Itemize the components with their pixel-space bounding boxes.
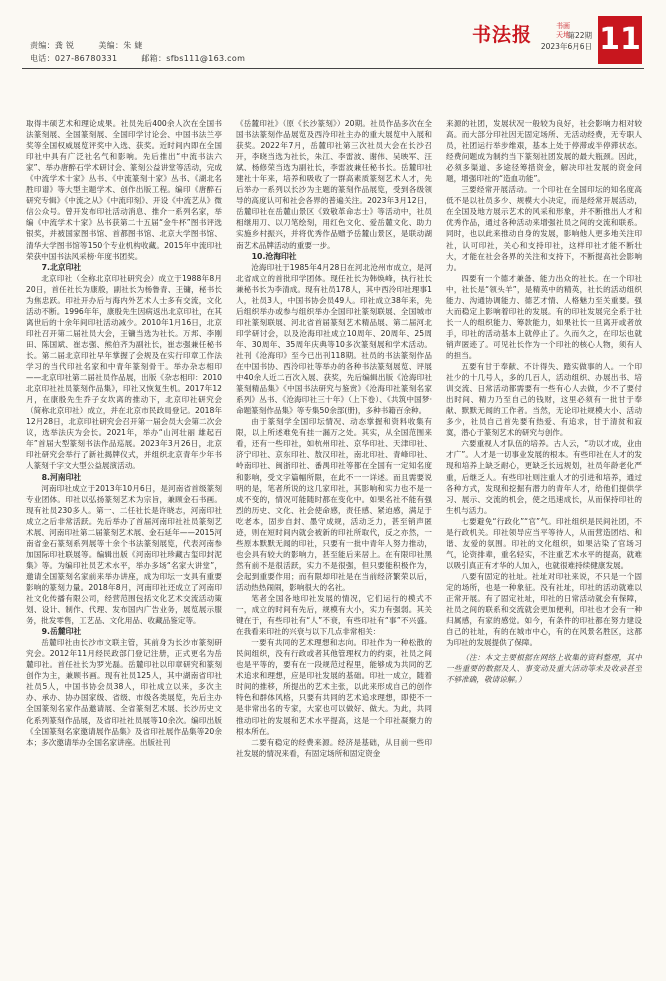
article-body [26, 118, 642, 960]
paragraph: 沧海印社于1985年4月28日在河北沧州市成立，是河北省成立的首批印学团体。现任社长为韩焕峰，执行社长兼秘书长为李清成。现有社员178人，其中西泠印社理事1人，社员3人，中国书协会员49人。印社成立38年来，先后组织举办或参与组织举办全国印社篆刻联展、全国城市印社篆刻联展、河北省首届篆刻艺术精品展、第二届河北印学研讨会，以及沧海印社成立10周年、20周年、25周年、30周年、35周年庆典等10多次篆刻展和学术活动。社刊《沧海印》至今已出刊118期。社员的书法篆刻作品在中国书协、西泠印社等举办的各种书法篆刻展览、评展中40余人近二百次入展、获奖，先后编辑出版《沧海印社篆刻精品集》《中国书法研究与鉴赏》《沧海印社篆刻名家系列》丛书、《沧海印社三十年》（上下卷）、《共筑中国梦·命题篆刻作品集》等专集50余部(册)，多种书籍百余种。 [236, 262, 432, 416]
paragraph: 由于篆刻学全国印坛情况、动态掌握和资料收集有限，以上所述难免有挂一漏万之处。其实，从全国范围来看，还有一些印社，如杭州印社、京华印社、天津印社、济宁印社、京东印社、敖汉印社，南北印社、青峰印社、岭南印社、闽浙印社、番禺印社等都在全国有一定知名度和影响，受文字篇幅所限，在此不一一详述。而且需要说明的是，笔者所说的这几家印社，其影响和实力也不是一成不变的，情况可能随时都在变化中。如果名社不能有强烈的历史、文化、社会使命感，责任感、紧迫感，满足于吃老本，固步自封、墨守成规，活动乏力，甚至销声匿迹，则在短时间内就会被新的印社所取代，反之亦然，一些原本默默无闻的印社，只要有一批中青年人努力推动，也会具有较大的影响力，甚至能后来居上。在有限印社黑然有前不是很活跃，实力不是很强，但只要能积极作为，会起到重要作用；而有限却印社是在当前经济繁荣以后，活动热热闹闹，影响很大的名社。 [236, 417, 432, 592]
paragraph: 来源的社团，发展状况一般较为良好，社会影响力相对较高。而大部分印社因无固定场所、无活动经费，无专职人员，社团运行举步维艰，基本上处于停滞或半停滞状态。经费问题成为制约当下篆刻社团发展的最大瓶颈。因此，必须多渠道、多途径筹措资金，解决印社发展的资金问题，增强印社的“造血功能”。 [446, 119, 642, 184]
header-divider [22, 68, 644, 69]
page-number: 11 [598, 16, 642, 64]
paragraph: 四要有一个德才兼备、能力出众的社长。在一个印社中，社长是“领头羊”，是精英中的精英，社长的活动组织能力、沟通协调能力、德艺才情、人格魅力至关重要。强大而稳定上影响着印社的发展。有的印社发展完全系于社长一人的组织能力、筹款能力，如果社长一旦离开或者放手，印社的活动基本上就停止了。久而久之，在印坛也就销声匿迹了。可见社长作为一个印社的核心人物，须有人的担当。 [446, 273, 642, 360]
paragraph: 二要有稳定的经费来源。经济是基础，从目前一些印社发展的情况来看，有固定场所和固定资金 [236, 737, 432, 758]
editor-name: 责编：龚 锐 [30, 41, 75, 50]
paragraph: 三要经常开展活动。一个印社在全国印坛的知名度高低不是以社员多少、规模大小决定，而是经常开展活动，在全国及地方展示艺术的风采和形象，并不断推出人才和优秀作品，通过各种活动来增强社员之间的交流和联系。同时，也以此来推动自身的发展，影响他人更多地关注印社，认可印社，关心和支持印社，这样印社才能不断壮大，才能在社会各界的关注和支持下，不断提高社会影响力。 [446, 185, 642, 272]
section-heading: 7.北京印社 [41, 262, 82, 272]
issue-number: 第22期 [567, 31, 592, 40]
paragraph: 《岳麓印社》（原《长沙篆刻》）20期。社员作品多次在全国书法篆刻作品展览及西泠印社主办的重大展览中入展和获奖。2022年7月，岳麓印社第三次社员大会在长沙召开，李晓当选为社长，朱江、李雷波、谢伟、吴映军、汪斌、杨修荣当选为副社长，李雷波兼任秘书长。岳麓印社建社十年来，培养和吸收了一群高素质篆刻艺术人才，先后举办一系列以长沙为主题的篆刻作品展览，受到各级领导的高度认可和社会各界的普遍关注。2023年3月12日，岳麓印社在岳麓山景区《致敬革命志士》等活动中，社员相继用刀、以刀笔绘刻，用红色文化、爱岳麓文化、助力实施乡村振兴，并将优秀作品赠予岳麓山景区，是联动湖南艺术品牌活动的重要一步。 [236, 119, 432, 250]
paragraph: 七要避免“行政化”“官”气。印社组织是民间社团，不是行政机关。印社领导应当平等待人，从而营造团结、和谐、友爱的氛围。印社的文化组织，如果沾染了官场习气，论资排辈，重名轻实，不注重艺术水平的提高，就难以吸引真正有才华的人加入，也就很难持续健康发展。 [446, 516, 642, 570]
phone: 电话：027-86780331 [30, 54, 118, 63]
column-2 [236, 118, 432, 960]
paragraph: 六要重视人才队伍的培养。古人云，“功以才成，业由才广”。人才是一切事业发展的根本。有些印社在人才的发现和培养上缺乏耐心，更缺乏长远规划，社员年龄老化严重，后继乏人。有些印社则注重人才的引进和培养，通过各种方式，发现和挖掘有潜力的青年人才，给他们提供学习、展示、交流的机会，使之迅速成长，从而保持印社的生机与活力。 [446, 439, 642, 515]
paragraph: 笔者全国各地印社发展的情况，它们运行的模式不一，成立的时间有先后，规模有大小，实力有强弱。其关键在于，有些印社有“人”不衰，有些印社有“事”不兴盛。在我看来印社的兴衰与以下几点非常相关： [236, 594, 432, 637]
issue-date: 2023年6月6日 [540, 42, 592, 51]
paragraph: 取得丰硕艺术和理论成果。社员先后400余人次在全国书法篆刻展、全国篆刻展、全国印学讨论会、中国书法兰亭奖等全国权威展览评奖中入选、获奖。近时间内即在全国印社中具有广泛社名气和影响。先后推出“中流书法六家”、举办唐醉石学术研讨会、篆刻公益讲堂等活动，完成《中流学术十家》丛书、《中流篆刻十家》丛书、《湖北名胜印谱》等大型主题学术、创作出版工程。编印《唐醉石研究专辑》《中流之从》《中流印刻》、开设《中流艺从》微信公众号。曾开发布印社活动消息、推介一系列名家，举编《中流学术十家》丛书获第二十五届“金牛杯”图书评选银奖，并被国家图书馆、首都图书馆、北京大学图书馆、清华大学图书馆等150个专业机构收藏。2015年中流印社荣获中国书法风采榜·年度书团奖。 [26, 119, 222, 261]
section-heading: 9.岳麓印社 [41, 627, 82, 637]
designer-name: 美编：朱 婕 [98, 41, 143, 50]
logo-subtitle: 书画天地 [556, 22, 570, 39]
paragraph: 河南印社成立于2013年10月6日，是河南省首级篆刻专业团体。印社以弘扬篆刻艺术为宗旨，兼顾金石书画。现有社员230多人。第一、二任社长是许晓志，河南印社成立之后非常活跃。先后举办了首届河南印社社员篆刻艺术展、河南印社第二届篆刻艺术展、金石延年——2015河南省金石篆刻系列展等十余个书法篆刻展览，代表河南参加国际印社联展等。编辑出版《河南印社珍藏古玺印封泥集》等。为编印社员艺术水平，举办多场“名家大讲堂”，邀请全国篆刻名家前来举办讲座，成为印坛一支具有重要影响的篆刻力量。2018年8月，河南印社还成立了河南印社文化传播有限公司，经营范围包括文化艺术交流活动策划、设计、制作、代理、发布国内广告业务，展览展示服务，批发零售，工艺品、文化用品、收藏品鉴定等。 [26, 483, 222, 626]
editor-credits [30, 40, 143, 51]
section-heading: 10.沧海印社 [251, 251, 297, 261]
issue-info [540, 30, 592, 52]
email: 邮箱：sfbs111@163.com [141, 54, 246, 63]
paragraph: 岳麓印社由长沙市文联主管，其前身为长沙市篆刻研究会。2012年11月经民政部门登记注册，正式更名为岳麓印社。首任社长为罗光磊。岳麓印社以印章研究和篆刻创作为主，兼顾书画。现有社员125人，其中湖南省印社社员5人，中国书协会员38人，印社成立以来，多次主办、承办、协办国家级、省级、市级各类展览，先后主办全国篆刻名家作品邀请展、全省篆刻艺术展、长沙历史文化系列篆刻作品展，及省印社社员展等10余次。编印出版《全国篆刻名家邀请展作品集》及省印社展作品集等20余本；多次邀请举办全国名家讲座。出版社刊 [26, 638, 222, 747]
paragraph: 五要有甘于奉献、不计得失、踏实做事的人。一个印社少的十几号人，多的几百人，活动组织、办展出书、培训交流、日常活动都需要有一些有心人去做，少不了要付出时间、精力乃至自己的钱财，这里必须有一批甘于奉献、默默无闻的工作者。当然，无论印社规模大小、活动多少，社员自己首先要有热爱、有追求，甘于清贫和寂寞，潜心于篆刻艺术的研究与创作。 [446, 362, 642, 438]
column-3 [446, 118, 642, 960]
paragraph: 一要有共同的艺术理想和志向。印社作为一种松散的民间组织，没有行政或者其他管理权力的约束，社员之间也是平等的，要有在一段规范过程里，能够成为共同的艺术追求和理想，应是印社发展的基础。印社一成立，随着时间的推移，所提出的艺术主张，以此来形成自己的创作特色和群体风格，只要有共同的艺术追求理想，即使不一是非常出名的专家，大家也可以做好、做大。为此，共同推动印社的发展和艺术水平提高，这是一个印社凝聚力的根本所在。 [236, 638, 432, 736]
column-1 [26, 118, 222, 960]
paragraph: 八要有固定的社址。社址对印社来说，不只是一个固定的场所，也是一种象征。没有社址，印社的活动就难以正常开展。有了固定社址，印社的日常活动就会有保障，社员之间的联系和交流就会更加便利，印社也才会有一种归属感，有家的感觉。如今，有条件的印社都在努力建设自己的社址，有的在城市中心，有的在风景名胜区，这都为印社的发展提供了保障。 [446, 571, 642, 648]
logo-text: 书法报 [472, 24, 533, 46]
paragraph: 北京印社（全称北京印社研究会）成立于1988年8月20日，首任社长为康殷，副社长为杨鲁青、王镛，秘书长为焦忠跃。印社开办后与海内外艺术人士多有交流，文化活动不断。1996年年，康殷先生因病返出北京印社，在其离世后的十余年间印社活动减少。2010年1月16日，北京印社召开第二届社员大会，王镛当选为社长。万邦、李刚田、陈国斌、崔志强、熊伯齐为副社长，崔志强兼任秘书长。第二届北京印社早年掌握了会规及在实行印章工作法学习的当代印社名家和中青年篆刻骨干。举办杂志相印——北京印社第二届社员作品展，出版《杂志相印：2010北京印社社员篆刻作品集》，印社又恢复生机。2017年12月，在康殷先生乔子女坎离的推动下，北京印社研究会（简称北京印社）成立，并在北京市民政局登记。2018年12月28日，北京印社研究会召开第一届会员大会第二次会议，选举法庆为会长。2021年，举办“山河壮丽 雄起百年”首届大型篆刻书法作品巡展。2023年3月26日，北京印社研究会举行了新社揭牌仪式，并组织北京青年少年书人篆刻千字文大型公益展演活动。 [26, 273, 222, 471]
page-header [0, 0, 666, 76]
section-heading: 8.河南印社 [41, 472, 82, 482]
contact-info [30, 53, 245, 64]
author-note: （注：本文主要根据在网络上收集的资料整理，其中一些重要的数据及人、事变动及重大活动等未及收录甚至不够准确，敬请谅解。） [446, 653, 642, 685]
